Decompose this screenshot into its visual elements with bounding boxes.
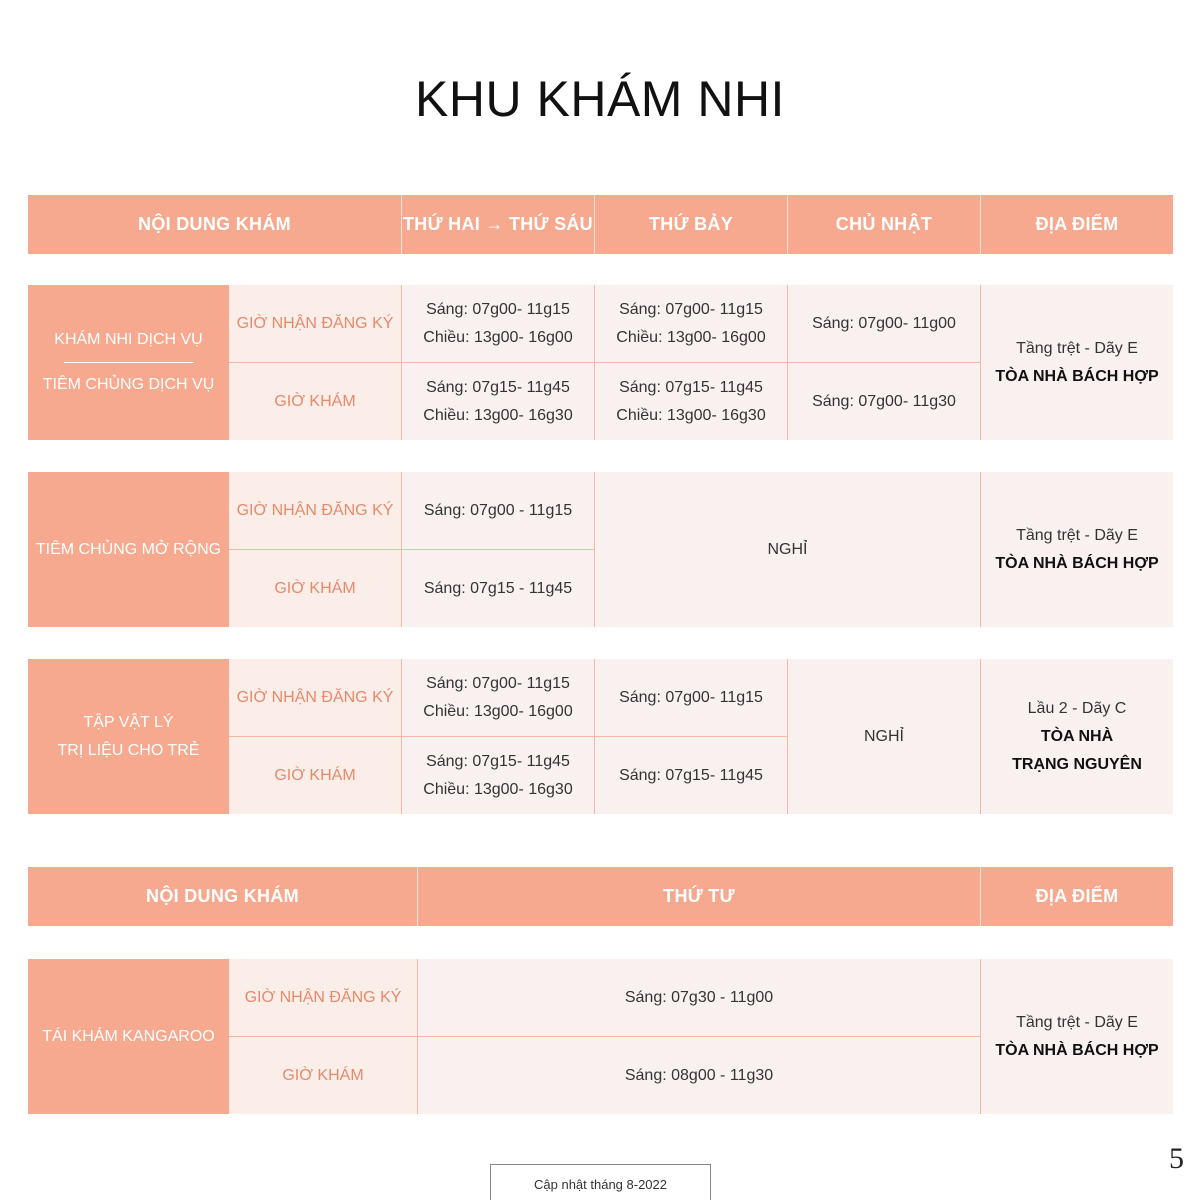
header-sunday: CHỦ NHẬT: [788, 195, 981, 254]
location-building: TÒA NHÀ BÁCH HỢP: [995, 367, 1159, 385]
sub-label-exam: GIỜ KHÁM: [229, 1036, 417, 1114]
time-text: Sáng: 07g15- 11g45: [619, 378, 763, 396]
time-text: Sáng: 07g15- 11g45: [426, 752, 570, 770]
time-text: Sáng: 07g00 - 11g15: [423, 501, 573, 519]
sub-label-column: [229, 285, 402, 440]
sub-label-registration: GIỜ NHẬN ĐĂNG KÝ: [236, 314, 394, 332]
sub-label-registration: GIỜ NHẬN ĐĂNG KÝ: [236, 501, 394, 519]
schedule-header: [28, 195, 1173, 254]
block-tai-kham-kangaroo: [28, 959, 1173, 1114]
time-cell: [418, 959, 980, 1036]
time-cell: [402, 472, 594, 549]
time-text: Sáng: 07g15- 11g45: [426, 378, 570, 396]
saturday-column: [595, 659, 788, 814]
time-text: Sáng: 07g00- 11g00: [812, 314, 956, 332]
block-label: [28, 472, 229, 627]
weekday-column: [402, 472, 595, 627]
time-cell: [595, 659, 787, 736]
time-text: Sáng: 07g15- 11g45: [619, 766, 763, 784]
block-label: [28, 285, 229, 440]
header-location: ĐỊA ĐIỂM: [1035, 886, 1119, 906]
time-text: Sáng: 07g30 - 11g00: [624, 988, 774, 1006]
block-label: [28, 959, 229, 1114]
time-text: Sáng: 07g00- 11g15: [426, 674, 570, 692]
location-building: TRẠNG NGUYÊN: [1012, 755, 1142, 773]
time-cell: [402, 362, 594, 440]
kangaroo-header: [28, 867, 1173, 926]
closed-text: NGHỈ: [864, 727, 904, 745]
location-cell: [981, 659, 1173, 814]
time-text: Sáng: 07g00- 11g30: [812, 392, 956, 410]
sub-label-column: [229, 659, 402, 814]
closed-cell: [595, 472, 980, 627]
time-text: Chiều: 13g00- 16g30: [423, 780, 573, 798]
sub-label-column: [229, 472, 402, 627]
header-content: NỘI DUNG KHÁM: [28, 867, 418, 926]
block-tap-vat-ly: [28, 659, 1173, 814]
block-label-line: KHÁM NHI DỊCH VỤ: [54, 331, 203, 348]
sub-label-exam: GIỜ KHÁM: [229, 549, 401, 627]
location-cell: [981, 285, 1173, 440]
time-cell: [595, 736, 787, 814]
closed-cell: [788, 659, 980, 814]
closed-text: NGHỈ: [767, 540, 808, 558]
time-cell: [402, 285, 594, 362]
time-text: Sáng: 07g00- 11g15: [619, 688, 763, 706]
sub-label-registration: GIỜ NHẬN ĐĂNG KÝ: [244, 988, 402, 1006]
time-text: Chiều: 13g00- 16g00: [616, 328, 766, 346]
weekend-column: [595, 472, 981, 627]
page-title: KHU KHÁM NHI: [415, 71, 785, 127]
location-building: TÒA NHÀ: [1040, 727, 1114, 745]
time-cell: [788, 285, 980, 362]
sub-label-exam: GIỜ KHÁM: [229, 736, 401, 814]
location-building: TÒA NHÀ BÁCH HỢP: [995, 1041, 1159, 1059]
time-cell: [418, 1036, 980, 1114]
wednesday-column: [418, 959, 981, 1114]
time-cell: [402, 736, 594, 814]
page-number: 5: [1169, 1142, 1184, 1175]
location-building: TÒA NHÀ BÁCH HỢP: [995, 554, 1159, 572]
header-weekday: THỨ HAI → THỨ SÁU: [402, 195, 595, 254]
label-divider: [64, 362, 194, 363]
footer-update-note: Cập nhật tháng 8-2022: [490, 1164, 711, 1200]
block-label-line: TIÊM CHỦNG MỞ RỘNG: [35, 540, 222, 558]
weekday-column: [402, 659, 595, 814]
location-cell: [981, 472, 1173, 627]
block-kham-nhi-dich-vu: [28, 285, 1173, 440]
time-text: Sáng: 07g00- 11g15: [426, 300, 570, 318]
time-text: Chiều: 13g00- 16g30: [616, 406, 766, 424]
time-cell: [402, 659, 594, 736]
time-cell: [595, 362, 787, 440]
block-label-line: TIÊM CHỦNG DỊCH VỤ: [42, 376, 215, 393]
weekday-column: [402, 285, 595, 440]
header-content: NỘI DUNG KHÁM: [28, 195, 402, 254]
block-label-line: TÁI KHÁM KANGAROO: [42, 1027, 215, 1045]
time-text: Sáng: 07g15 - 11g45: [423, 579, 573, 597]
sunday-column: [788, 285, 981, 440]
header-wednesday: THỨ TƯ: [418, 867, 981, 926]
time-cell: [402, 549, 594, 627]
location-floor: Tầng trệt - Dãy E: [1016, 1013, 1138, 1031]
block-label: [28, 659, 229, 814]
time-text: Sáng: 07g00- 11g15: [619, 300, 763, 318]
saturday-column: [595, 285, 788, 440]
location-floor: Tầng trệt - Dãy E: [1016, 526, 1138, 544]
time-cell: [788, 362, 980, 440]
location-floor: Tầng trệt - Dãy E: [1016, 339, 1138, 357]
sub-label-column: [229, 959, 418, 1114]
header-location: ĐỊA ĐIỂM: [1035, 214, 1119, 234]
sunday-column: [788, 659, 981, 814]
sub-label-exam: GIỜ KHÁM: [229, 362, 401, 440]
time-text: Sáng: 08g00 - 11g30: [624, 1066, 774, 1084]
time-text: Chiều: 13g00- 16g30: [423, 406, 573, 424]
location-floor: Lầu 2 - Dãy C: [1027, 699, 1127, 717]
time-cell: [595, 285, 787, 362]
time-text: Chiều: 13g00- 16g00: [423, 328, 573, 346]
block-tiem-chung-mo-rong: [28, 472, 1173, 627]
header-saturday: THỨ BẢY: [595, 195, 788, 254]
sub-label-registration: GIỜ NHẬN ĐĂNG KÝ: [236, 688, 394, 706]
block-label-line: TẬP VẬT LÝ: [83, 713, 174, 731]
location-cell: [981, 959, 1173, 1114]
block-label-line: TRỊ LIỆU CHO TRẺ: [57, 741, 200, 759]
time-text: Chiều: 13g00- 16g00: [423, 702, 573, 720]
